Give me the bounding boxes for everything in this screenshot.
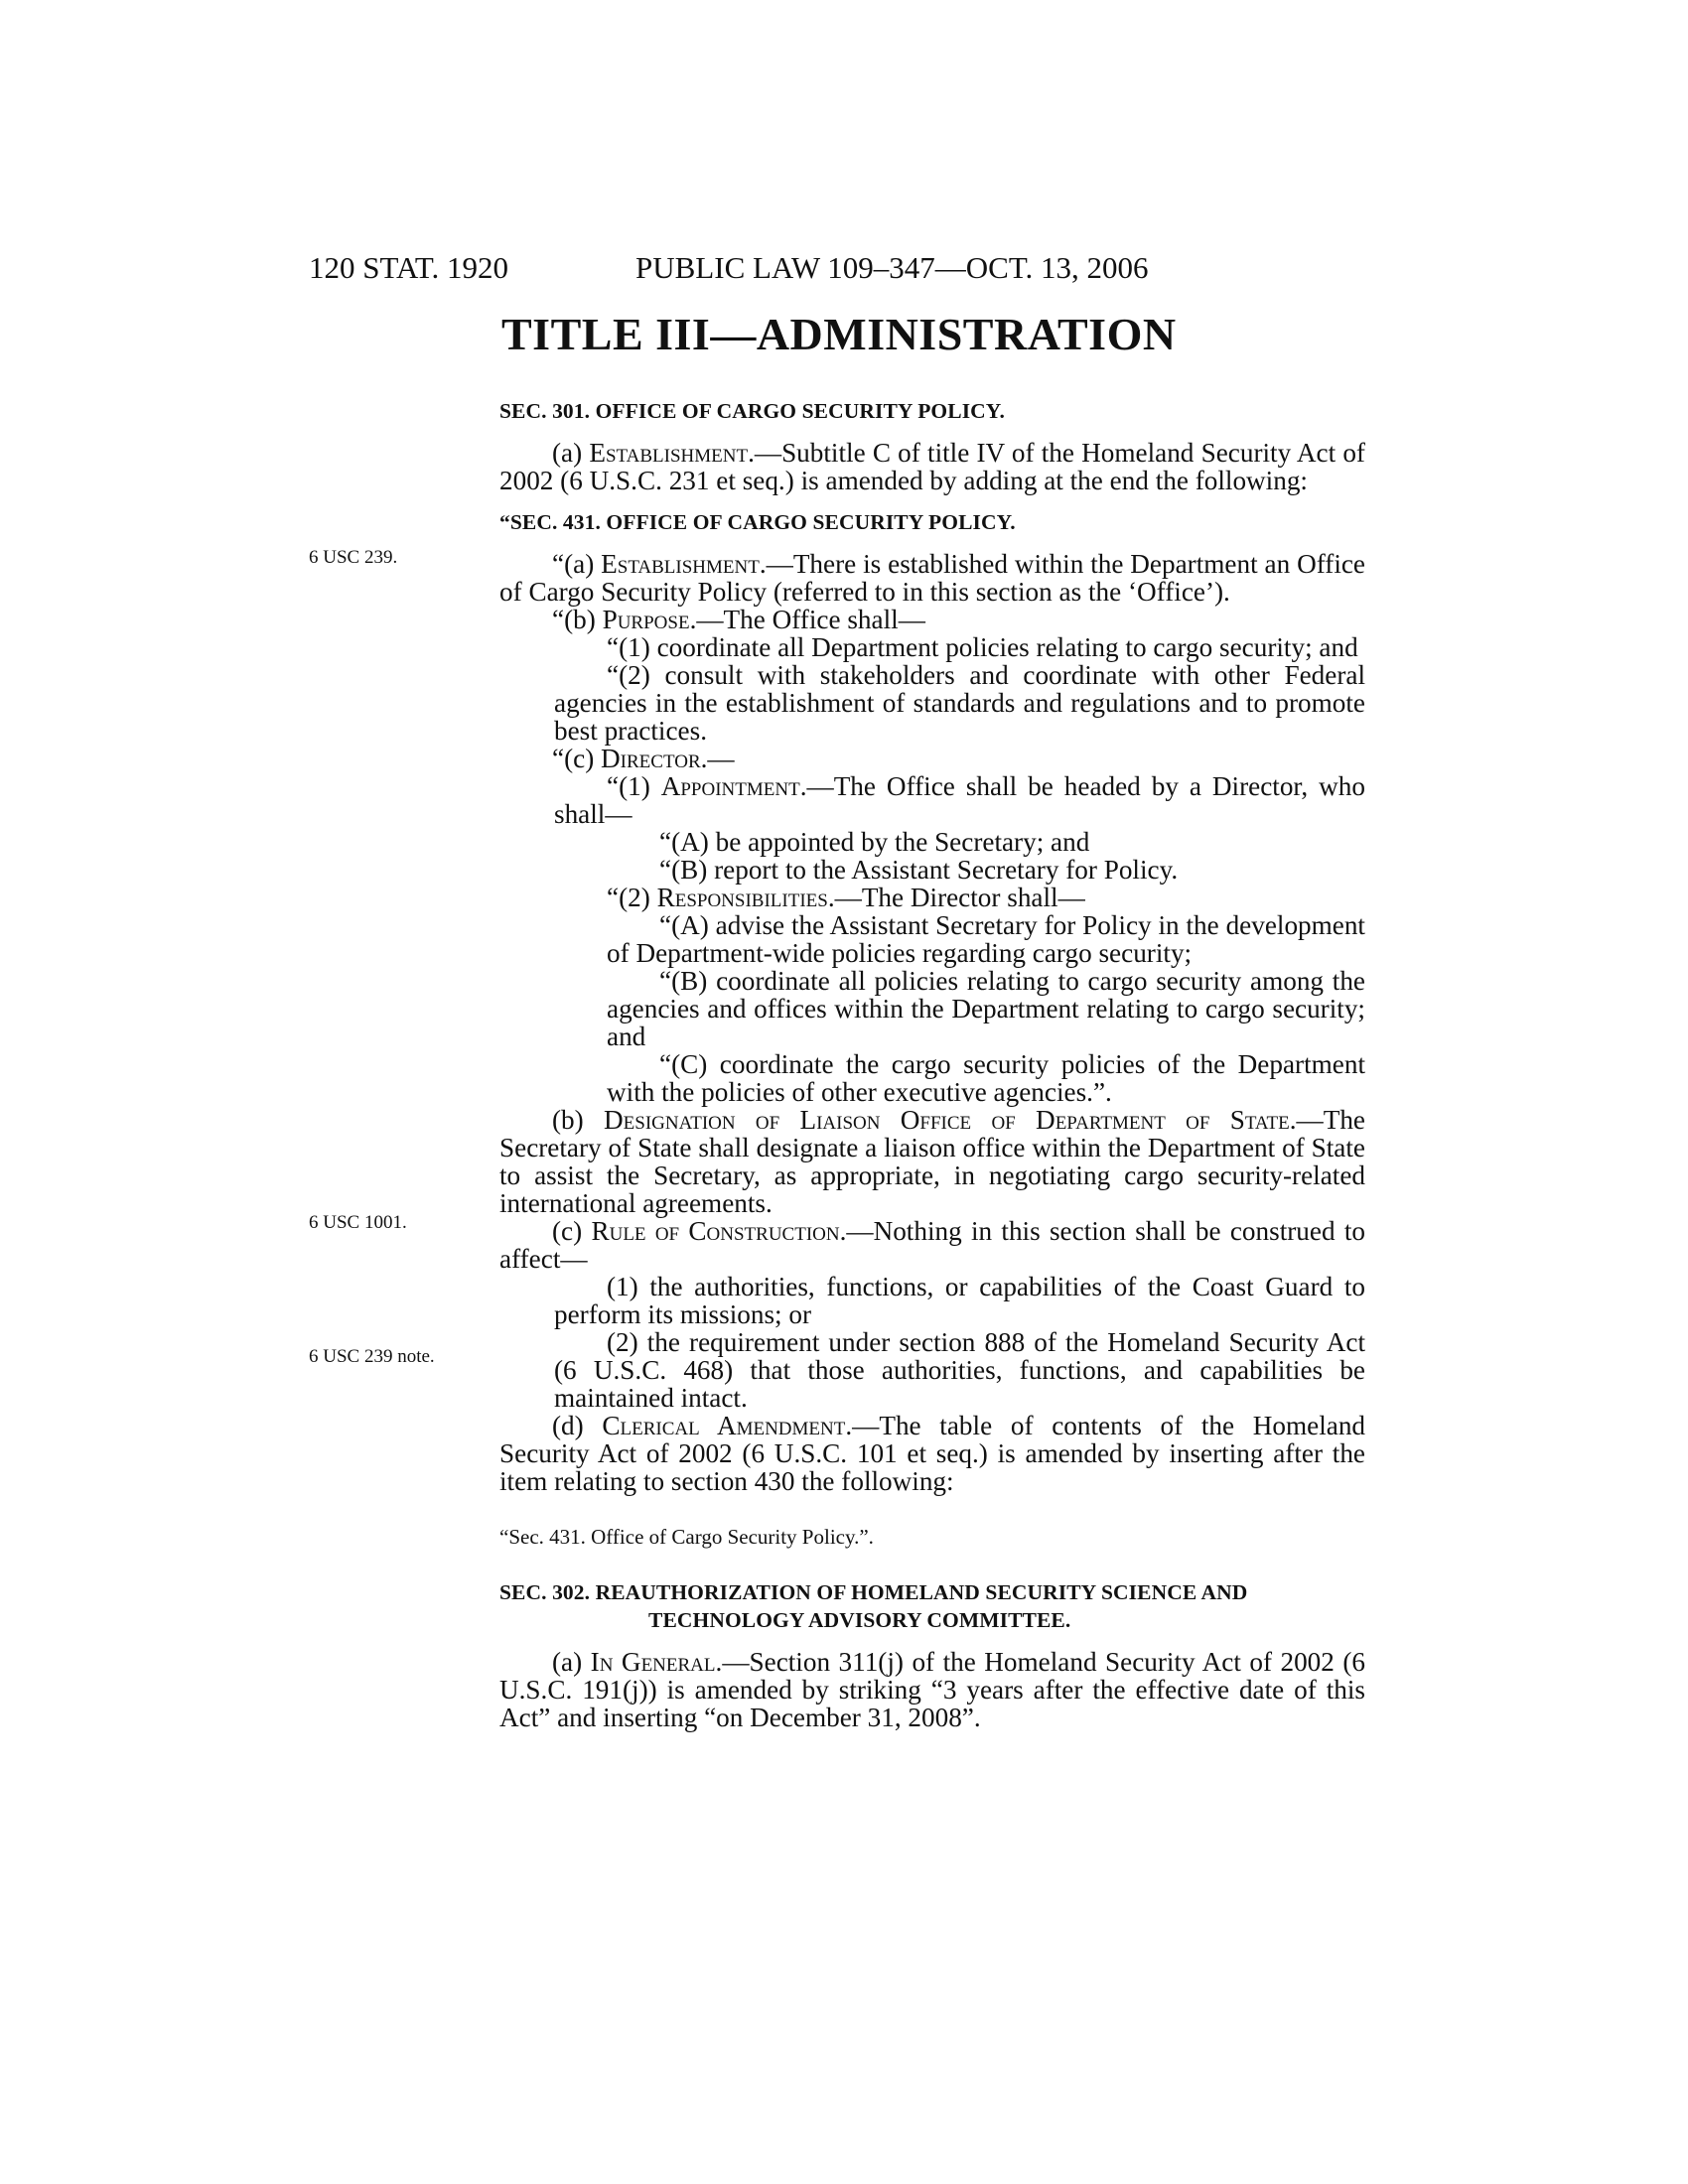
sec-431-c-2-b: “(B) coordinate all policies relating to cargo security among the agencies and offices within the Department relating to cargo security; and: [607, 966, 1365, 1051]
sec-431-c: “(c) Director.—: [552, 744, 735, 773]
sec-301-c: (c) Rule of Construction.—Nothing in this section shall be construed to affect—: [499, 1216, 1365, 1274]
sec-431-c-2: “(2) Responsibilities.—The Director shall—: [607, 883, 1085, 912]
document-body: [499, 397, 1365, 1731]
public-law-header: PUBLIC LAW 109–347—OCT. 13, 2006: [635, 250, 1149, 285]
sec-431-c-1-b: “(B) report to the Assistant Secretary for Policy.: [659, 855, 1179, 885]
sec-431-c-2-c: “(C) coordinate the cargo security policies of the Department with the policies of other executive agencies.”.: [607, 1049, 1365, 1107]
stat-page-number: 120 STAT. 1920: [309, 250, 509, 285]
sec-302-heading: SEC. 302. REAUTHORIZATION OF HOMELAND SECURITY SCIENCE AND TECHNOLOGY ADVISORY COMMITTEE.: [499, 1580, 1248, 1632]
sec-301-d: (d) Clerical Amendment.—The table of contents of the Homeland Security Act of 2002 (6 U.S.C. 101 et seq.) is amended by inserting after the item relating to section 430 the following:: [499, 1411, 1366, 1496]
sec-301-heading: SEC. 301. OFFICE OF CARGO SECURITY POLICY.: [499, 399, 1005, 423]
sec-431-b: “(b) Purpose.—The Office shall—: [552, 605, 925, 634]
margin-note-6-usc-239: 6 USC 239.: [309, 547, 398, 568]
margin-note-6-usc-1001: 6 USC 1001.: [309, 1212, 407, 1233]
toc-item: “Sec. 431. Office of Cargo Security Policy.”.: [499, 1525, 874, 1549]
sec-302-a: (a) In General.—Section 311(j) of the Homeland Security Act of 2002 (6 U.S.C. 191(j)) is amended by striking “3 years after the effective date of this Act” and inserting “on December 31, 2008”.: [499, 1647, 1366, 1732]
sec-301-a: (a) Establishment.—Subtitle C of title IV of the Homeland Security Act of 2002 (6 U.S.C. 231 et seq.) is amended by adding at the end the following:: [499, 438, 1365, 495]
sec-431-heading: “SEC. 431. OFFICE OF CARGO SECURITY POLICY.: [499, 510, 1016, 534]
sec-431-c-1-a: “(A) be appointed by the Secretary; and: [659, 827, 1090, 857]
sec-431-c-2-a: “(A) advise the Assistant Secretary for Policy in the development of Department-wide policies regarding cargo security;: [607, 910, 1365, 968]
margin-note-6-usc-239-note: 6 USC 239 note.: [309, 1346, 435, 1367]
title-heading: TITLE III—ADMINISTRATION: [501, 309, 1177, 359]
sec-431-c-1: “(1) Appointment.—The Office shall be headed by a Director, who shall—: [554, 771, 1365, 829]
sec-301-c-2: (2) the requirement under section 888 of the Homeland Security Act (6 U.S.C. 468) that those authorities, functions, and capabilities be maintained intact.: [554, 1327, 1365, 1413]
sec-301-c-1: (1) the authorities, functions, or capabilities of the Coast Guard to perform its missions; or: [554, 1272, 1365, 1329]
sec-431-b-2: “(2) consult with stakeholders and coordinate with other Federal agencies in the establishment of standards and regulations and to promote best practices.: [554, 660, 1365, 746]
sec-301-b: (b) Designation of Liaison Office of Department of State.—The Secretary of State shall designate a liaison office within the Department of State to assist the Secretary, as appropriate, in negotiating cargo security-related international agreements.: [499, 1105, 1366, 1218]
sec-431-a: “(a) Establishment.—There is established within the Department an Office of Cargo Security Policy (referred to in this section as the ‘Office’).: [499, 549, 1366, 607]
sec-431-b-1: “(1) coordinate all Department policies relating to cargo security; and: [607, 632, 1358, 662]
